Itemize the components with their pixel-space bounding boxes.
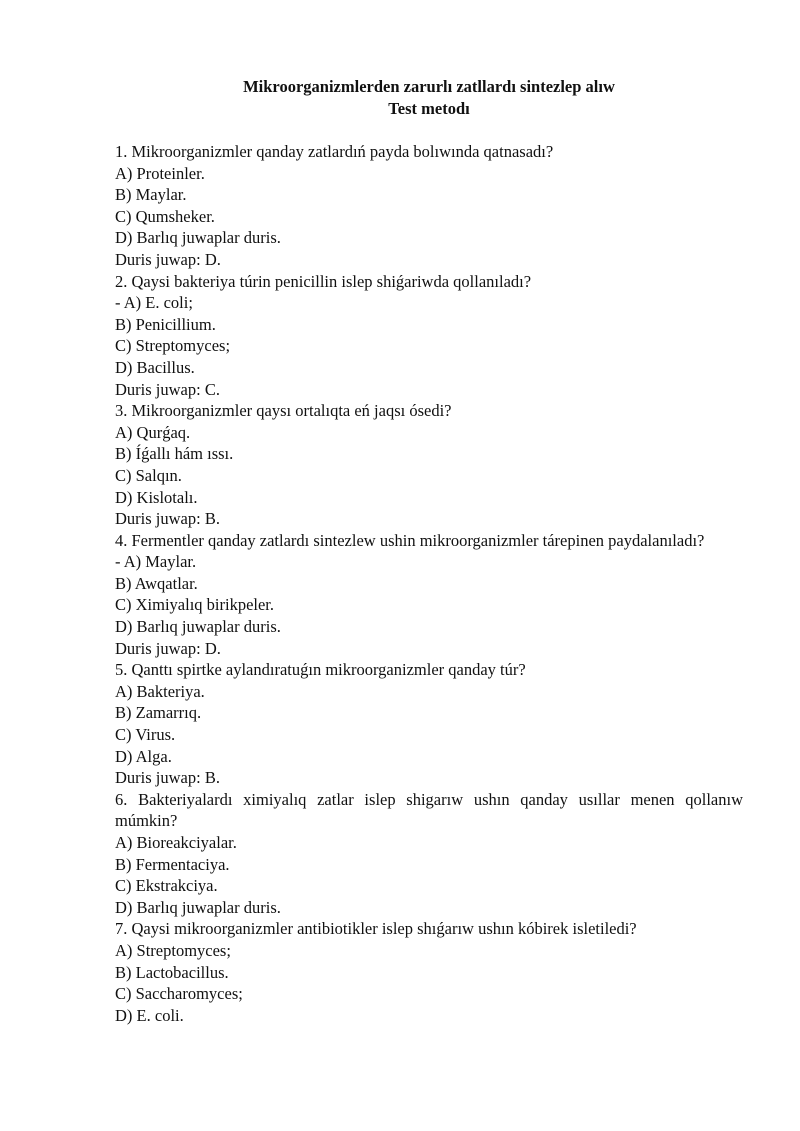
correct-answer: Duris juwap: D. [115,638,221,658]
answer-option-d: D) Barlıq juwaplar duris. [115,617,281,637]
question-text: 5. Qanttı spirtke aylandıratuǵın mikroorganizmler qanday túr? [115,660,526,680]
answer-option-c: C) Qumsheker. [115,206,215,226]
question-block-7 [115,918,743,1026]
answer-option-a: A) Bakteriya. [115,681,205,701]
question-text: 7. Qaysi mikroorganizmler antibiotikler islep shıǵarıw ushın kóbirek isletiledi? [115,919,637,939]
answer-option-d: D) Alga. [115,746,172,766]
question-text: 3. Mikroorganizmler qaysı ortalıqta eń jaqsı ósedi? [115,401,452,421]
answer-option-d: D) Bacillus. [115,357,195,377]
question-block-2 [115,271,743,401]
correct-answer: Duris juwap: C. [115,379,220,399]
correct-answer: Duris juwap: D. [115,249,221,269]
question-block-1 [115,141,743,271]
answer-option-a: A) Qurǵaq. [115,422,191,442]
document-subtitle: Test metodı [388,99,470,118]
answer-option-b: B) Maylar. [115,185,187,205]
answer-option-b: B) Íǵallı hám ıssı. [115,444,234,464]
answer-option-b: B) Fermentaciya. [115,854,230,874]
answer-option-b: B) Awqatlar. [115,573,198,593]
answer-option-b: B) Zamarrıq. [115,703,202,723]
correct-answer: Duris juwap: B. [115,768,220,788]
answer-option-c: C) Streptomyces; [115,336,231,356]
answer-option-d: D) Kislotalı. [115,487,198,507]
answer-option-c: C) Virus. [115,725,176,745]
answer-option-c: C) Ekstrakciya. [115,876,218,896]
answer-option-c: C) Salqın. [115,465,182,485]
question-block-4 [115,530,743,660]
answer-option-c: C) Ximiyalıq birikpeler. [115,595,275,615]
answer-option-a: A) Proteinler. [115,163,205,183]
question-list [115,141,743,1026]
question-text: 6. Bakteriyalardı ximiyalıq zatlar islep shigarıw ushın qanday usıllar menen qollanıw múmkin? [115,789,743,831]
question-text: 4. Fermentler qanday zatlardı sintezlew ushin mikroorganizmler tárepinen paydalanıladı? [115,530,705,550]
answer-option-d: D) Barlıq juwaplar duris. [115,897,281,917]
question-text: 1. Mikroorganizmler qanday zatlardıń payda bolıwında qatnasadı? [115,142,554,161]
question-block-6 [115,789,743,919]
question-block-3 [115,400,743,530]
answer-option-a: - A) E. coli; [115,293,193,313]
answer-option-a: - A) Maylar. [115,552,197,572]
answer-option-d: D) E. coli. [115,1005,184,1025]
answer-option-b: B) Penicillium. [115,314,216,334]
answer-option-a: A) Streptomyces; [115,940,231,960]
correct-answer: Duris juwap: B. [115,509,220,529]
question-text: 2. Qaysi bakteriya túrin penicillin islep shiǵariwda qollanıladı? [115,271,532,291]
question-block-5 [115,659,743,789]
answer-option-b: B) Lactobacillus. [115,962,229,982]
document-page [115,76,743,1026]
answer-option-d: D) Barlıq juwaplar duris. [115,228,281,248]
document-title: Mikroorganizmlerden zarurlı zatllardı sintezlep alıw [243,77,615,96]
answer-option-c: C) Saccharomyces; [115,984,243,1004]
answer-option-a: A) Bioreakciyalar. [115,833,237,852]
